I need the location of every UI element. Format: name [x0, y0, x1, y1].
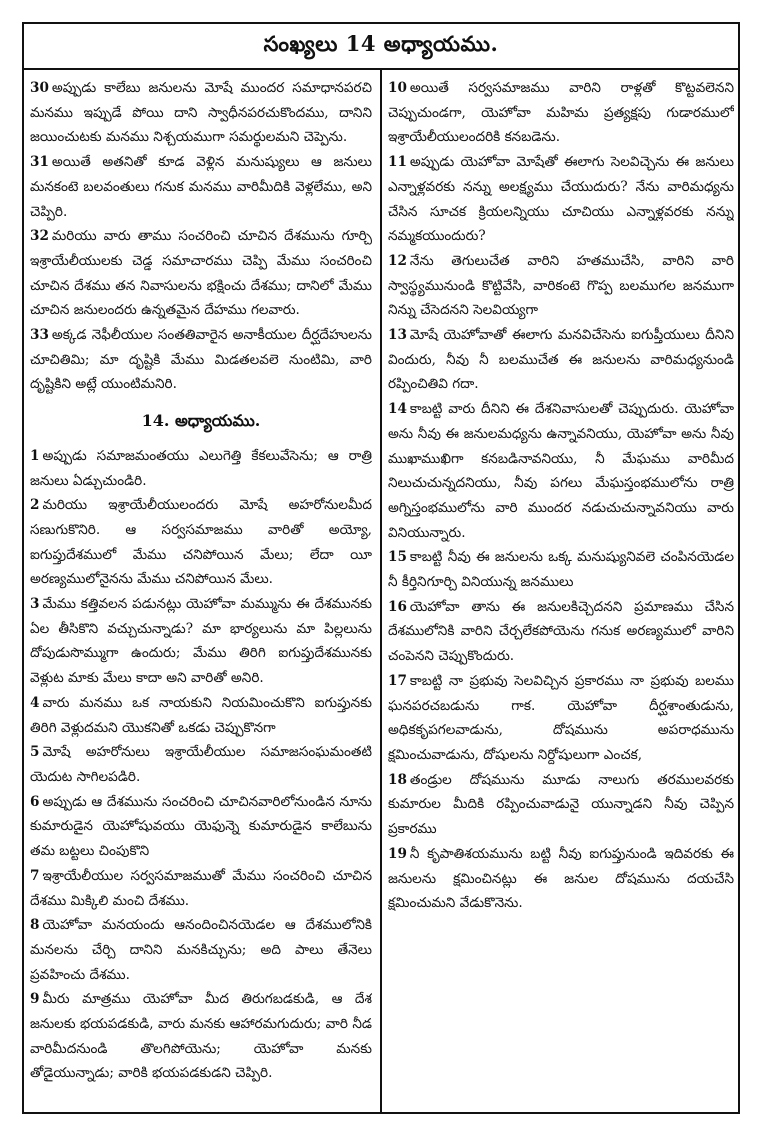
verse [30, 76, 372, 150]
verse [388, 76, 734, 150]
verse-text: మోషే యెహోవాతో ఈలాగు మనవిచేసెను ఐగుప్తీయులు దీనిని విందురు, నీవు నీ బలముచేత ఈ జనులను వారిమధ్యనుండి రప్పించితివి గదా. [388, 327, 734, 393]
verse-number: 10 [388, 80, 407, 96]
verse-number: 16 [388, 598, 407, 615]
verse-text: మరియు ఇశ్రాయేలీయులందరు మోషే అహరోనులమీద సణుగుకొనిరి. ఆ సర్వసమాజము వారితో అయ్యో, ఐగుప్తుదేశములో మేము చనిపోయిన మేలు; లేదా యీ అరణ్యములోనైనను మేము చనిపోయిన మేలు. [30, 497, 372, 588]
verse [30, 150, 372, 224]
verse-text: కాబట్టి వారు దీనిని ఈ దేశనివాసులతో చెప్పుదురు. యెహోవా అను నీవు ఈ జనులమధ్యను ఉన్నావనియు, యెహోవా అను నీవు ముఖాముఖిగా కనబడినావనియు, నీ మేఘము వారిమీద నిలుచుచున్నదనియు, నీవు పగలు మేఘస్తంభములోను రాత్రి అగ్నిస్తంభములోను వారి ముందర నడుచుచున్నావనియు వారు వినియున్నారు. [388, 401, 734, 541]
verse-number: 2 [30, 497, 40, 514]
verse-text: నీ కృపాతిశయమును బట్టి నీవు ఐగుప్తునుండి ఇదివరకు ఈ జనులను క్షమించినట్లు ఈ జనుల దోషమును దయచేసి క్షమించుమని వేడుకొనెను. [388, 845, 734, 912]
verse-number: 30 [30, 80, 49, 96]
verse-text: అక్కడ నెఫీలీయుల సంతతివారైన అనాకీయుల దీర్ఘదేహులను చూచితిమి; మా దృష్టికి మేము మిడతలవలె నుంటిమి, వారి దృష్టికిని అట్లే యుంటిమనిరి. [30, 327, 372, 393]
verse [30, 987, 372, 1086]
verse-number: 3 [30, 596, 40, 613]
verse-number: 18 [388, 771, 407, 788]
verse [388, 842, 734, 916]
verse-text: అయితే అతనితో కూడ వెళ్లిన మనుష్యులు ఆ జనులు మనకంటె బలవంతులు గనుక మనము వారిమీదికి వెళ్లలేము, అని చెప్పిరి. [30, 154, 372, 220]
verse-text: యెహోవా మనయందు ఆనందించినయెడల ఆ దేశములోనికి మనలను చేర్చి దానిని మనకిచ్చును; అది పాలు తేనెలు ప్రవహించు దేశము. [30, 917, 372, 983]
verse [30, 691, 372, 740]
verse-text: అప్పుడు ఆ దేశమును సంచరించి చూచినవారిలోనుండిన నూను కుమారుడైన యెహోషువయు యెఫున్నె కుమారుడైన కాలేబును తమ బట్టలు చింపుకొని [30, 793, 372, 860]
verse [388, 323, 734, 397]
left-column [30, 76, 372, 1108]
verse-number: 8 [30, 917, 40, 934]
verse-text: మరియు వారు తాము సంచరించి చూచిన దేశమును గూర్చి ఇశ్రాయేలీయులకు చెడ్డ సమాచారము చెప్పి మేము సంచరించి చూచిన దేశము తన నివాసులను భక్షించు దేశము; దానిలో మేము చూచిన జనులందరు ఉన్నతమైన దేహము గలవారు. [30, 228, 372, 319]
verse-text: అప్పుడు యెహోవా మోషేతో ఈలాగు సెలవిచ్చెను ఈ జనులు ఎన్నాళ్లవరకు నన్ను అలక్ష్యము చేయుదురు? నేను వారిమధ్యను చేసిన సూచక క్రియలన్నియు చూచియు ఎన్నాళ్లవరకు నన్ను నమ్మకయుందురు? [388, 154, 734, 245]
verse-number: 1 [30, 447, 40, 464]
verse-text: మేము కత్తివలన పడునట్లు యెహోవా మమ్మును ఈ దేశమునకు ఏల తీసికొని వచ్చుచున్నాడు? మా భార్యలును మా పిల్లలును దోపుడుసొమ్ముగా ఉందురు; మేము తిరిగి ఐగుప్తుదేశమునకు వెళ్లుట మాకు మేలు కాదా అని వారితో అనిరి. [30, 596, 372, 687]
verse-number: 33 [30, 327, 49, 344]
verse-number: 15 [388, 549, 407, 566]
verse [30, 790, 372, 864]
verse [388, 249, 734, 323]
verse-text: అప్పుడు సమాజమంతయు ఎలుగెత్తి కేకలువేసెను; ఆ రాత్రి జనులు ఏడ్చుచుండిరి. [30, 447, 372, 489]
verse-number: 6 [30, 793, 40, 810]
verse-text: నేను తెగులుచేత వారిని హతముచేసి, వారిని వారి స్వాస్థ్యమునుండి కొట్టివేసి, వారికంటె గొప్ప బలముగల జనముగా నిన్ను చేసెదనని సెలవియ్యగా [388, 252, 734, 319]
verse [30, 323, 372, 397]
verse-text: మోషే అహరోనులు ఇశ్రాయేలీయుల సమాజసంఘమంతటి యెదుట సాగిలపడిరి. [30, 744, 372, 785]
verse-number: 12 [388, 252, 407, 269]
verse-number: 5 [30, 744, 40, 761]
verse-text: వారు మనము ఒక నాయకుని నియమించుకొని ఐగుప్తునకు తిరిగి వెళ్లుదమని యొకనితో ఒకడు చెప్పుకొనగా [30, 694, 372, 736]
verse [388, 669, 734, 768]
verse-number: 11 [388, 154, 407, 171]
page-frame [22, 22, 740, 1114]
verse [30, 592, 372, 691]
verse-number: 9 [30, 991, 40, 1008]
page-title: సంఖ్యలు 14 అధ్యాయము. [263, 30, 499, 56]
verse-text: మీరు మాత్రము యెహోవా మీద తిరుగబడకుడి, ఆ దేశ జనులకు భయపడకుడి, వారు మనకు ఆహారమగుదురు; వారి నీడ వారిమీదనుండి తొలగిపోయెను; యెహోవా మనకు తోడైయున్నాడు; వారికి భయపడకుడని చెప్పిరి. [30, 991, 372, 1082]
column-divider [380, 68, 382, 1112]
verse-text: కాబట్టి నీవు ఈ జనులను ఒక్క మనుష్యునివలె చంపినయెడల నీ కీర్తినిగూర్చి వినియున్న జనములు [388, 549, 734, 591]
verse [30, 224, 372, 323]
verse-number: 19 [388, 845, 407, 862]
verse [388, 545, 734, 594]
verse-text: తండ్రుల దోషమును మూడు నాలుగు తరములవరకు కుమారుల మీదికి రప్పించువాడునై యున్నాడని నీవు చెప్పిన ప్రకారము [388, 771, 734, 838]
verse [388, 595, 734, 669]
verse-text: అయితే సర్వసమాజము వారిని రాళ్లతో కొట్టవలెనని చెప్పుచుండగా, యెహోవా మహిమ ప్రత్యక్షపు గుడారములో ఇశ్రాయేలీయులందరికి కనబడెను. [388, 80, 734, 146]
verse-number: 14 [388, 401, 407, 418]
verse-text: యెహోవా తాను ఈ జనులకిచ్చెదనని ప్రమాణము చేసిన దేశములోనికి వారిని చేర్చలేకపోయెను గనుక అరణ్యములో వారిని చంపెనని చెప్పుకొందురు. [388, 598, 734, 665]
verse-number: 31 [30, 154, 49, 171]
verse [30, 444, 372, 493]
verse [388, 150, 734, 249]
right-column [388, 76, 734, 1108]
verse-number: 7 [30, 867, 40, 884]
verse [30, 864, 372, 913]
verse [30, 913, 372, 987]
verse [30, 740, 372, 789]
verse-text: అప్పుడు కాలేబు జనులను మోషే ముందర సమాధానపరచి మనము ఇప్పుడే పోయి దాని స్వాధీనపరచుకొందము, దానిని జయించుటకు మనము నిశ్చయముగా సమర్థులమని చెప్పెను. [30, 80, 372, 146]
chapter-heading: 14. అధ్యాయము. [141, 411, 261, 431]
verse-number: 17 [388, 672, 407, 689]
verse-number: 13 [388, 327, 407, 344]
verse-text: ఇశ్రాయేలీయుల సర్వసమాజముతో మేము సంచరించి చూచిన దేశము మిక్కిలి మంచి దేశము. [30, 867, 372, 909]
verse [388, 397, 734, 545]
verse-number: 32 [30, 228, 49, 245]
page-header [24, 24, 738, 70]
verse [388, 768, 734, 842]
verse-number: 4 [30, 694, 40, 711]
verse-text: కాబట్టి నా ప్రభువు సెలవిచ్చిన ప్రకారము నా ప్రభువు బలము ఘనపరచబడును గాక. యెహోవా దీర్ఘశాంతుడును, అధికకృపగలవాడును, దోషమును అపరాధమును క్షమించువాడును, దోషులను నిర్దోషులుగా ఎంచక, [388, 672, 734, 763]
verse [30, 493, 372, 592]
